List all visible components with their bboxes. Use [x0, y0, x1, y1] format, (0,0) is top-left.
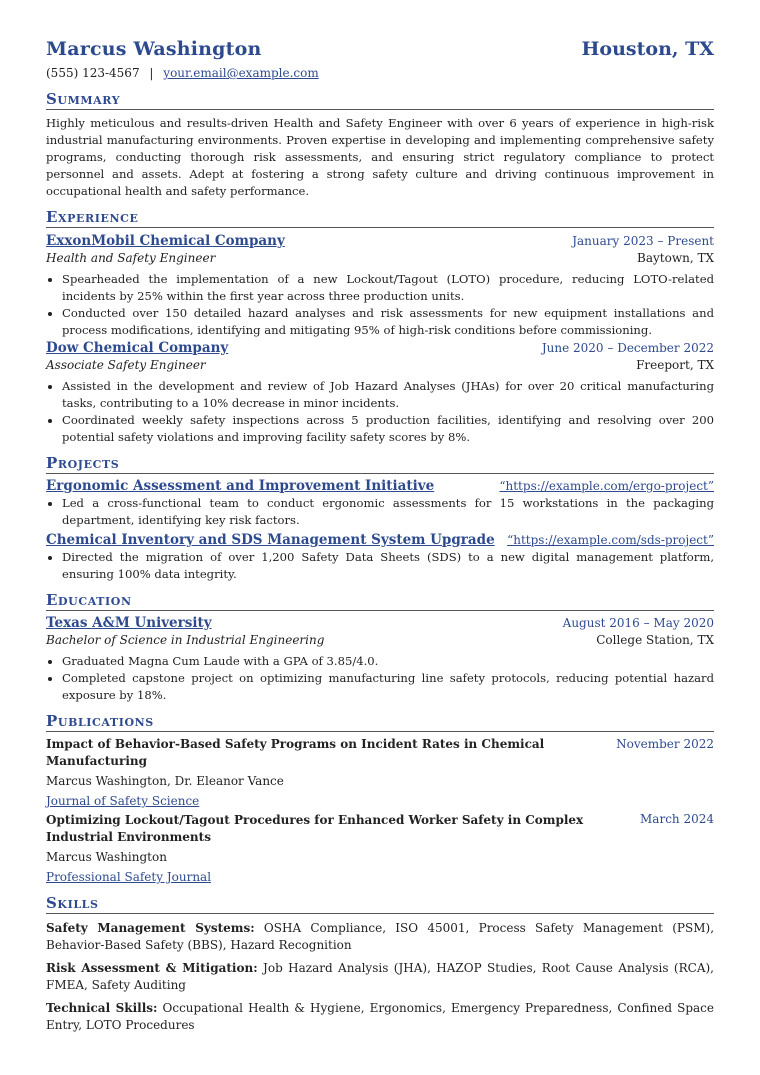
school-location: College Station, TX — [596, 633, 714, 647]
publication-entry — [46, 812, 714, 886]
bullet-item: • Assisted in the development and review of Job Hazard Analyses (JHAs) for over 20 critical manufacturing tasks, contributing to a 10% decrease in minor incidents. — [62, 378, 714, 412]
email-link[interactable]: your.email@example.com — [163, 66, 319, 80]
skill-category: Technical Skills: — [46, 1001, 158, 1015]
company-link[interactable]: ExxonMobil Chemical Company — [46, 233, 285, 249]
job-bullets — [46, 378, 714, 446]
bullet-item: • Spearheaded the implementation of a new Lockout/Tagout (LOTO) procedure, reducing LOTO-related incidents by 25% within the first year across three production units. — [62, 271, 714, 305]
candidate-location: Houston, TX — [581, 38, 714, 60]
project-bullets — [46, 549, 714, 583]
projects-heading: Projects — [46, 454, 714, 474]
bullet-item: • Conducted over 150 detailed hazard analyses and risk assessments for new equipment installations and process modifications, identifying and mitigating 95% of high-risk conditions before commissioning. — [62, 305, 714, 339]
job-dates: January 2023 – Present — [572, 234, 714, 248]
resume-header — [46, 38, 714, 60]
skill-category: Safety Management Systems: — [46, 921, 255, 935]
experience-heading: Experience — [46, 208, 714, 228]
publication-date: March 2024 — [640, 812, 714, 826]
job-bullets — [46, 271, 714, 339]
bullet-item: • Directed the migration of over 1,200 Safety Data Sheets (SDS) to a new digital management platform, ensuring 100% data integrity. — [62, 549, 714, 583]
education-heading: Education — [46, 591, 714, 611]
project-bullets — [46, 495, 714, 529]
skill-row — [46, 920, 714, 954]
resume-page — [46, 38, 714, 1034]
contact-line — [46, 66, 714, 80]
publications-heading: Publications — [46, 712, 714, 732]
education-bullets — [46, 653, 714, 704]
phone-number: (555) 123-4567 — [46, 66, 140, 80]
experience-entry — [46, 233, 714, 339]
degree: Bachelor of Science in Industrial Engineering — [46, 633, 325, 647]
skills-heading: Skills — [46, 894, 714, 914]
publication-authors: Marcus Washington, Dr. Eleanor Vance — [46, 774, 284, 788]
skill-category: Risk Assessment & Mitigation: — [46, 961, 258, 975]
school-link[interactable]: Texas A&M University — [46, 615, 212, 631]
job-role: Health and Safety Engineer — [46, 251, 216, 265]
publication-authors: Marcus Washington — [46, 850, 167, 864]
publication-entry — [46, 736, 714, 810]
candidate-name: Marcus Washington — [46, 38, 262, 60]
job-role: Associate Safety Engineer — [46, 358, 206, 372]
skill-list: OSHA Compliance, ISO 45001, Process Safety Management (PSM), Behavior-Based Safety (BBS), Hazard Recognition — [46, 921, 715, 952]
project-entry — [46, 478, 714, 529]
education-dates: August 2016 – May 2020 — [562, 616, 714, 630]
publication-date: November 2022 — [616, 737, 714, 751]
summary-heading: Summary — [46, 90, 714, 110]
skill-list: Job Hazard Analysis (JHA), HAZOP Studies, Root Cause Analysis (RCA), FMEA, Safety Auditing — [46, 961, 714, 992]
project-title-link[interactable]: Chemical Inventory and SDS Management System Upgrade — [46, 532, 495, 548]
project-url-link[interactable]: “https://example.com/ergo-project” — [499, 479, 714, 493]
publication-venue-link[interactable]: Professional Safety Journal — [46, 870, 212, 884]
education-entry — [46, 615, 714, 704]
bullet-item: • Completed capstone project on optimizing manufacturing line safety protocols, reducing potential hazard exposure by 18%. — [62, 670, 714, 704]
project-title-link[interactable]: Ergonomic Assessment and Improvement Initiative — [46, 478, 435, 494]
contact-separator: | — [149, 66, 154, 80]
bullet-item: • Coordinated weekly safety inspections across 5 production facilities, identifying and resolving over 200 potential safety violations and improving facility safety scores by 8%. — [62, 412, 714, 446]
publication-title: Impact of Behavior-Based Safety Programs on Incident Rates in Chemical Manufacturing — [46, 737, 545, 768]
skill-row — [46, 960, 714, 994]
job-dates: June 2020 – December 2022 — [541, 341, 714, 355]
experience-entry — [46, 340, 714, 446]
bullet-item: • Graduated Magna Cum Laude with a GPA of 3.85/4.0. — [62, 653, 714, 670]
publication-title: Optimizing Lockout/Tagout Procedures for Enhanced Worker Safety in Complex Industrial Environments — [46, 813, 584, 844]
project-url-link[interactable]: “https://example.com/sds-project” — [507, 533, 714, 547]
company-link[interactable]: Dow Chemical Company — [46, 340, 229, 356]
project-entry — [46, 532, 714, 583]
job-location: Baytown, TX — [637, 251, 714, 265]
bullet-item: • Led a cross-functional team to conduct ergonomic assessments for 15 workstations in the packaging department, identifying key risk factors. — [62, 495, 714, 529]
summary-text: Highly meticulous and results-driven Health and Safety Engineer with over 6 years of experience in high-risk industrial manufacturing environments. Proven expertise in developing and implementing comprehensive safety programs, conducting thorough risk assessments, and ensuring strict regulatory compliance to protect personnel and assets. Adept at fostering a strong safety culture and driving continuous improvement in occupational health and safety performance. — [46, 116, 714, 198]
skill-row — [46, 1000, 714, 1034]
skill-list: Occupational Health & Hygiene, Ergonomics, Emergency Preparedness, Confined Space Entry, LOTO Procedures — [46, 1001, 714, 1032]
publication-venue-link[interactable]: Journal of Safety Science — [46, 794, 200, 808]
job-location: Freeport, TX — [636, 358, 714, 372]
